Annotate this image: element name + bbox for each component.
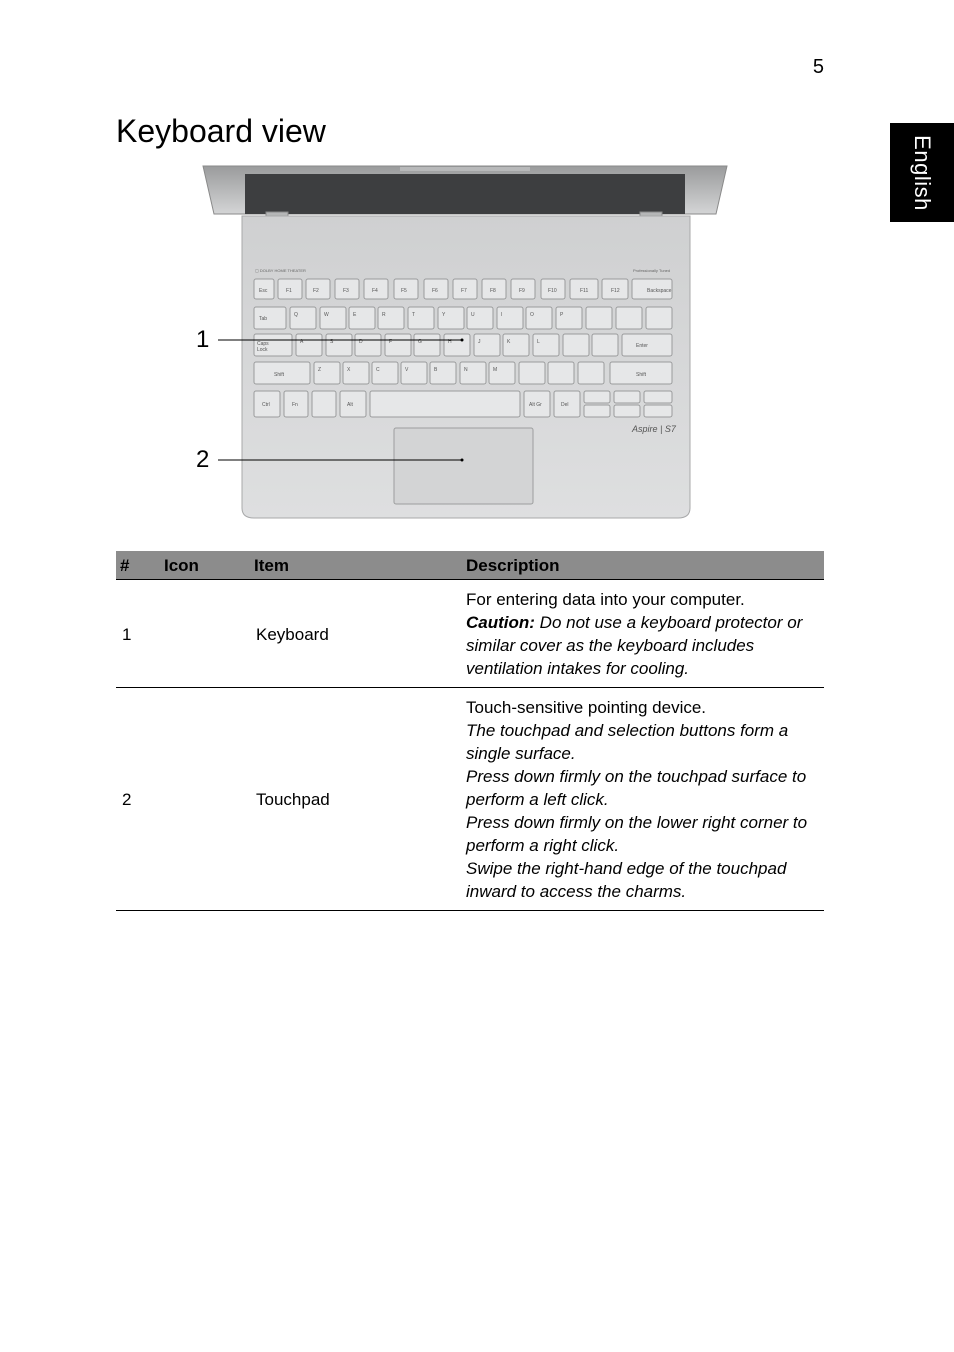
svg-text:Aspire | S7: Aspire | S7	[632, 424, 676, 434]
caution-note	[466, 611, 824, 680]
svg-text:Ctrl: Ctrl	[262, 402, 270, 408]
svg-text:Enter: Enter	[636, 343, 648, 349]
svg-text:U: U	[471, 312, 475, 318]
svg-text:F7: F7	[461, 288, 467, 294]
svg-text:R: R	[382, 312, 386, 318]
svg-text:M: M	[493, 367, 498, 373]
svg-text:I: I	[501, 312, 503, 318]
laptop-lid	[203, 166, 727, 214]
svg-text:Del: Del	[561, 402, 569, 408]
svg-text:F8: F8	[490, 288, 496, 294]
svg-text:A: A	[300, 339, 304, 345]
header-item: Item	[250, 551, 462, 580]
svg-text:F11: F11	[580, 288, 589, 294]
caution-text: Do not use a keyboard protector or similar cover as the keyboard includes ventilation intakes for cooling.	[466, 613, 803, 678]
touchpad	[394, 428, 533, 504]
description-note: The touchpad and selection buttons form a single surface.	[466, 721, 789, 763]
svg-text:V: V	[405, 367, 409, 373]
row-description	[462, 688, 824, 911]
svg-text:Q: Q	[294, 312, 298, 318]
description-lead: For entering data into your computer.	[466, 590, 745, 609]
svg-text:Fn: Fn	[292, 402, 298, 408]
language-tab-label: English	[910, 134, 935, 211]
table-header-row	[116, 551, 824, 580]
svg-text:Caps: Caps	[257, 341, 269, 347]
svg-text:F2: F2	[313, 288, 319, 294]
svg-text:Backspace: Backspace	[647, 288, 672, 294]
svg-text:F1: F1	[286, 288, 292, 294]
svg-text:Z: Z	[318, 367, 322, 373]
callout-number-2: 2	[196, 446, 210, 473]
description-note: Swipe the right-hand edge of the touchpad inward to access the charms.	[466, 859, 787, 901]
svg-text:K: K	[507, 339, 511, 345]
svg-text:X: X	[347, 367, 351, 373]
svg-text:C: C	[376, 367, 380, 373]
row-description	[462, 580, 824, 688]
header-description: Description	[462, 551, 824, 580]
svg-text:D: D	[359, 339, 363, 345]
svg-text:Esc: Esc	[259, 288, 268, 294]
svg-text:F9: F9	[519, 288, 525, 294]
svg-text:Shift: Shift	[636, 372, 647, 378]
svg-text:O: O	[530, 312, 534, 318]
page-title: Keyboard view	[116, 113, 326, 149]
svg-text:Professionally Tuned: Professionally Tuned	[633, 268, 671, 273]
svg-text:Lock: Lock	[257, 347, 268, 353]
svg-text:Alt Gr: Alt Gr	[529, 402, 542, 408]
svg-text:L: L	[537, 339, 540, 345]
callout-number-1: 1	[196, 326, 210, 353]
laptop-keyboard-illustration	[190, 160, 750, 526]
page-number: 5	[812, 56, 824, 78]
svg-text:F12: F12	[611, 288, 620, 294]
description-note: Press down firmly on the touchpad surface to perform a left click.	[466, 767, 807, 809]
svg-text:F4: F4	[372, 288, 378, 294]
row-number: 2	[116, 688, 160, 911]
svg-text:T: T	[412, 312, 416, 318]
language-tab	[890, 123, 954, 222]
table-row	[116, 580, 824, 688]
svg-text:H: H	[448, 339, 452, 345]
svg-text:Tab: Tab	[259, 316, 268, 322]
table-row	[116, 688, 824, 911]
svg-text:W: W	[324, 312, 329, 318]
description-lead: Touch-sensitive pointing device.	[466, 698, 707, 717]
row-item: Touchpad	[250, 688, 462, 911]
svg-text:Shift: Shift	[274, 372, 285, 378]
svg-text:Alt: Alt	[347, 402, 353, 408]
caution-label: Caution:	[466, 613, 535, 632]
parts-table	[116, 551, 824, 911]
svg-text:F3: F3	[343, 288, 349, 294]
row-item: Keyboard	[250, 580, 462, 688]
svg-text:F10: F10	[548, 288, 557, 294]
description-note: Press down firmly on the lower right corner to perform a right click.	[466, 813, 808, 855]
header-icon: Icon	[160, 551, 250, 580]
svg-text:S: S	[330, 339, 334, 345]
svg-text:P: P	[560, 312, 564, 318]
svg-text:J: J	[478, 339, 481, 345]
svg-text:▢ DOLBY HOME THEATER: ▢ DOLBY HOME THEATER	[255, 268, 306, 273]
row-icon	[160, 580, 250, 688]
svg-text:Y: Y	[442, 312, 446, 318]
svg-text:N: N	[464, 367, 468, 373]
row-number: 1	[116, 580, 160, 688]
svg-text:F: F	[389, 339, 393, 345]
svg-text:F6: F6	[432, 288, 438, 294]
svg-text:B: B	[434, 367, 438, 373]
svg-text:E: E	[353, 312, 357, 318]
svg-text:G: G	[418, 339, 422, 345]
row-icon	[160, 688, 250, 911]
header-number: #	[116, 551, 160, 580]
svg-text:F5: F5	[401, 288, 407, 294]
